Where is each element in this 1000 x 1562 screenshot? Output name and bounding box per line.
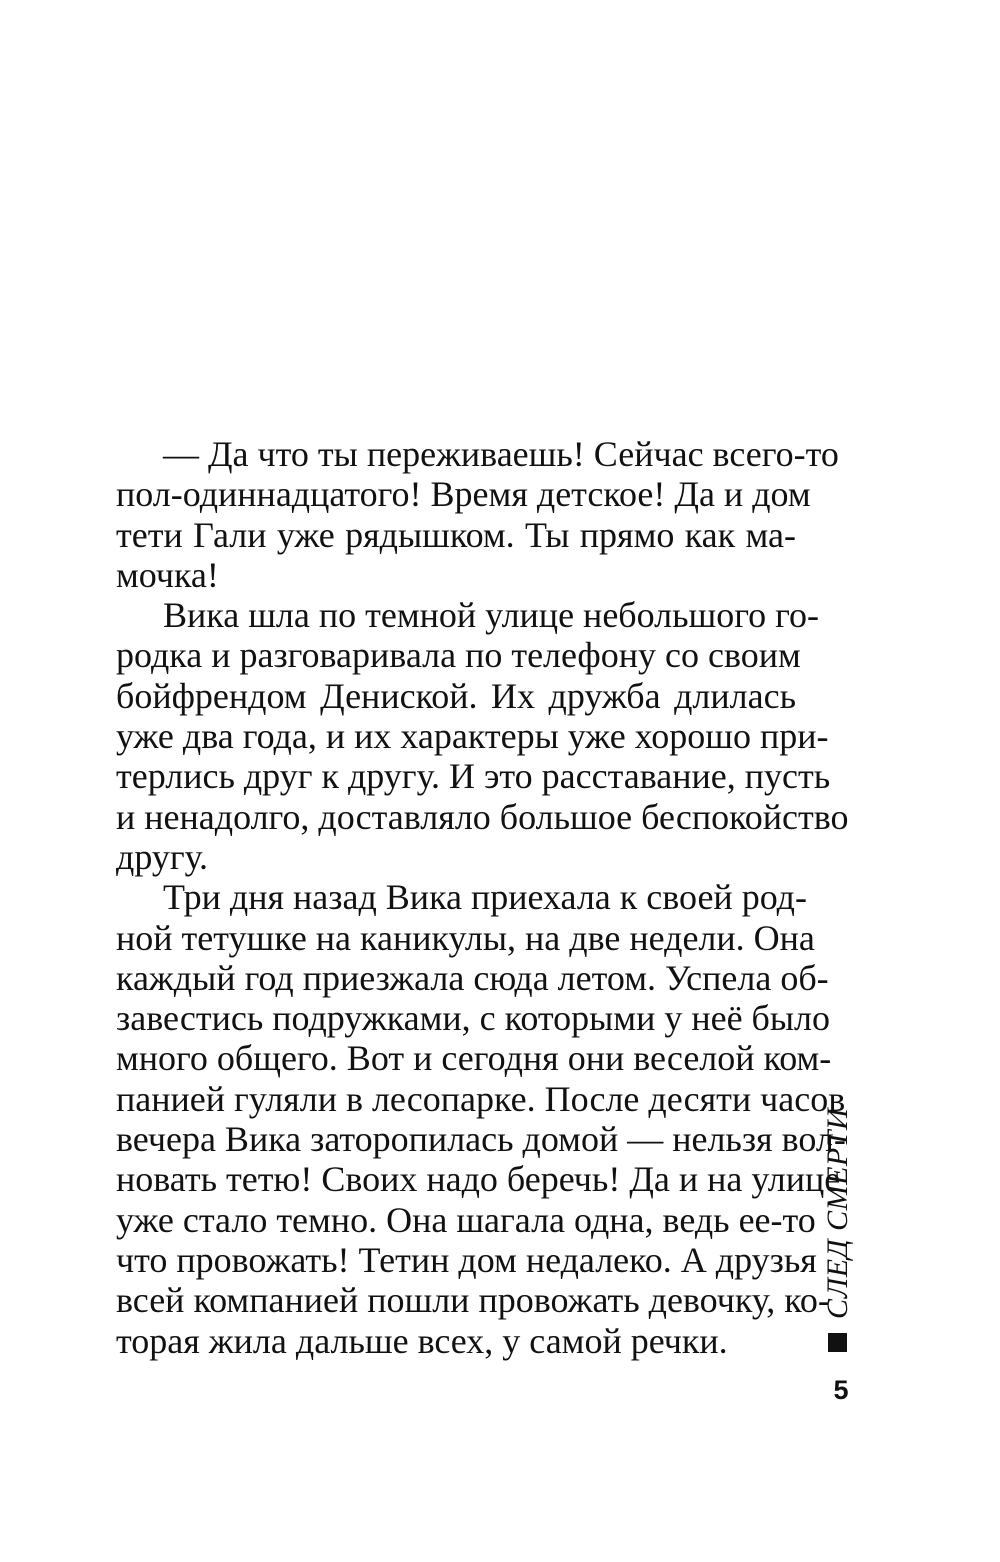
text-line: вечера Вика заторопилась домой — нельзя вол-	[116, 1119, 846, 1160]
running-head	[822, 1108, 852, 1352]
text-line: ной тетушке на каникулы, на две недели. Она	[116, 917, 815, 958]
square-marker-icon	[828, 1333, 847, 1352]
text-line: родка и разговаривала по телефону со своим	[116, 635, 801, 676]
page-number: 5	[833, 1375, 849, 1405]
text-line: уже стало темно. Она шагала одна, ведь ее-то	[116, 1199, 816, 1240]
text-line: пол-одиннадцатого! Время детское! Да и дом	[116, 474, 811, 515]
text-line: каждый год приезжала сюда летом. Успела об-	[116, 957, 829, 998]
text-line: новать тетю! Своих надо беречь! Да и на улице	[116, 1159, 841, 1200]
text-line: завестись подружками, с которыми у неё было	[116, 998, 831, 1039]
text-line: всей компанией пошли провожать девочку, ко-	[116, 1280, 830, 1321]
text-line: что провожать! Тетин дом недалеко. А друзья	[116, 1239, 817, 1280]
text-line: уже два года, и их характеры уже хорошо при-	[116, 716, 829, 757]
text-line: торая жила дальше всех, у самой речки.	[116, 1320, 728, 1361]
text-line: терлись друг к другу. И это расставание, пусть	[116, 756, 831, 797]
text-line: Вика шла по темной улице небольшого го-	[163, 595, 819, 636]
text-line: тети Гали уже рядышком. Ты прямо как ма-	[116, 514, 796, 555]
text-line: мочка!	[116, 554, 219, 595]
running-head-title: СЛЕД СМЕРТИ	[821, 1107, 854, 1319]
text-line: и ненадолго, доставляло большое беспокойство	[116, 796, 849, 837]
text-line: много общего. Вот и сегодня они веселой ком-	[116, 1038, 832, 1079]
text-line: панией гуляли в лесопарке. После десяти часов	[116, 1078, 846, 1119]
text-line: Три дня назад Вика приехала к своей род-	[163, 877, 807, 918]
text-line: другу.	[116, 836, 209, 877]
text-line: бойфрендом Дениской. Их дружба длилась	[116, 675, 796, 716]
text-line: — Да что ты переживаешь! Сейчас всего-то	[163, 434, 839, 474]
